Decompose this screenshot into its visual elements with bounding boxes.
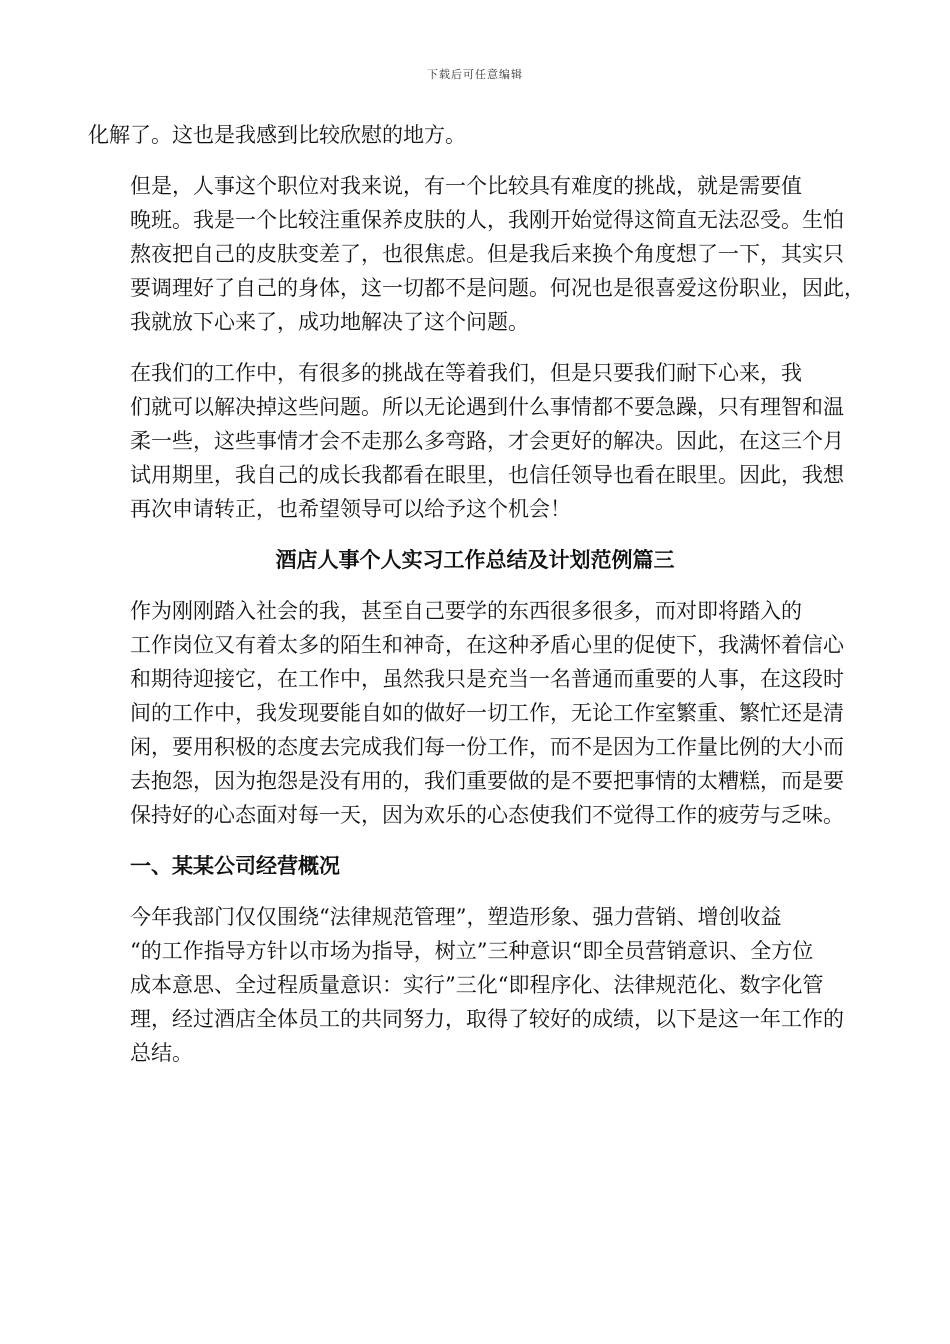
document-body	[88, 118, 865, 1087]
text-line: 今年我部门仅仅围绕“法律规范管理”，塑造形象、强力营销、增创收益	[130, 905, 782, 929]
text-line: 去抱怨，因为抱怨是没有用的，我们重要做的是不要把事情的太糟糕，而是要	[130, 769, 844, 793]
text-line: 作为刚刚踏入社会的我，甚至自己要学的东西很多很多，而对即将踏入的	[130, 599, 802, 623]
paragraph-3	[88, 356, 862, 526]
text-line: 工作岗位又有着太多的陌生和神奇，在这种矛盾心里的促使下，我满怀着信心	[130, 633, 844, 657]
text-line: 化解了。这也是我感到比较欣慰的地方。	[88, 123, 466, 147]
page-header: 下载后可任意编辑	[427, 68, 523, 81]
paragraph-1	[88, 118, 862, 152]
text-line: 再次申请转正，也希望领导可以给予这个机会！	[130, 497, 571, 521]
paragraph-5	[88, 900, 862, 1070]
text-line: 在我们的工作中，有很多的挑战在等着我们，但是只要我们耐下心来，我	[130, 361, 802, 385]
text-line: 间的工作中，我发现要能自如的做好一切工作，无论工作室繁重、繁忙还是清	[130, 701, 844, 725]
text-line: 保持好的心态面对每一天，因为欢乐的心态使我们不觉得工作的疲劳与乏味。	[130, 803, 844, 827]
text-line: 试用期里，我自己的成长我都看在眼里，也信任领导也看在眼里。因此，我想	[130, 463, 844, 487]
text-line: 晚班。我是一个比较注重保养皮肤的人，我刚开始觉得这简直无法忍受。生怕	[130, 208, 844, 232]
paragraph-4	[88, 594, 862, 832]
paragraph-2	[88, 169, 865, 339]
text-line: 柔一些，这些事情才会不走那么多弯路，才会更好的解决。因此，在这三个月	[130, 429, 844, 453]
text-line: 总结。	[130, 1041, 193, 1065]
text-line: “的工作指导方针以市场为指导，树立”三种意识“即全员营销意识、全方位	[130, 939, 814, 963]
section-heading: 一、某某公司经营概况	[130, 853, 340, 878]
text-line: 但是，人事这个职位对我来说，有一个比较具有难度的挑战，就是需要值	[130, 174, 802, 198]
text-line: 熬夜把自己的皮肤变差了，也很焦虑。但是我后来换个角度想了一下，其实只	[130, 242, 844, 266]
text-line: 闲，要用积极的态度去完成我们每一份工作，而不是因为工作量比例的大小而	[130, 735, 844, 759]
text-line: 我就放下心来了，成功地解决了这个问题。	[130, 310, 529, 334]
section-title: 酒店人事个人实习工作总结及计划范例篇三	[275, 547, 675, 572]
text-line: 成本意思、全过程质量意识：实行”三化“即程序化、法律规范化、数字化管	[130, 973, 824, 997]
text-line: 们就可以解决掉这些问题。所以无论遇到什么事情都不要急躁，只有理智和温	[130, 395, 844, 419]
text-line: 理，经过酒店全体员工的共同努力，取得了较好的成绩，以下是这一年工作的	[130, 1007, 844, 1031]
text-line: 和期待迎接它，在工作中，虽然我只是充当一名普通而重要的人事，在这段时	[130, 667, 844, 691]
text-line: 要调理好了自己的身体，这一切都不是问题。何况也是很喜爱这份职业，因此，	[130, 276, 865, 300]
